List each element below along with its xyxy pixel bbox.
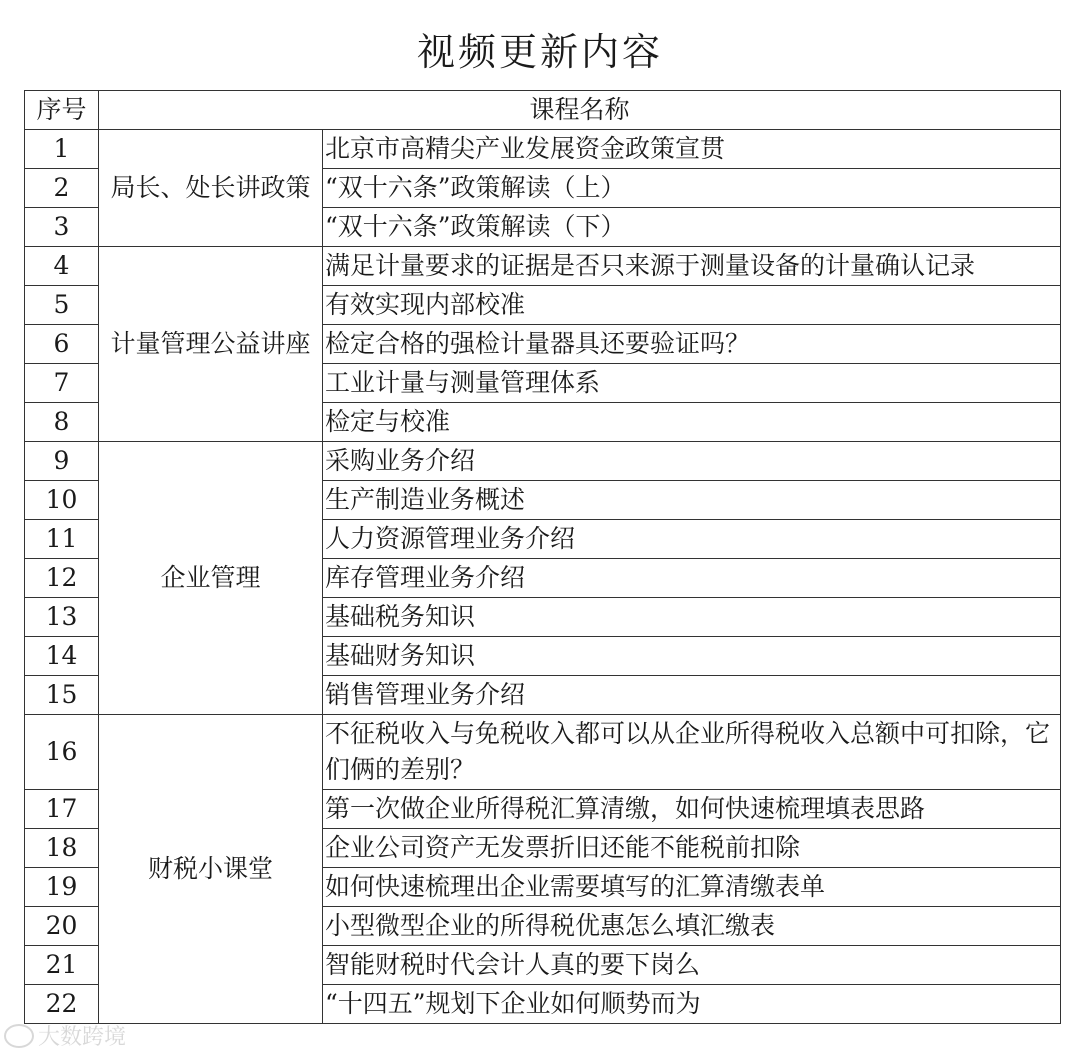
row-number: 4 xyxy=(25,247,99,286)
category-cell: 计量管理公益讲座 xyxy=(99,247,323,442)
header-num: 序号 xyxy=(25,91,99,130)
row-number: 11 xyxy=(25,520,99,559)
course-name: 生产制造业务概述 xyxy=(323,481,1061,520)
course-name: 如何快速梳理出企业需要填写的汇算清缴表单 xyxy=(323,868,1061,907)
course-name: 小型微型企业的所得税优惠怎么填汇缴表 xyxy=(323,907,1061,946)
course-table xyxy=(24,90,1061,1024)
row-number: 16 xyxy=(25,715,99,790)
course-name: 人力资源管理业务介绍 xyxy=(323,520,1061,559)
row-number: 15 xyxy=(25,676,99,715)
table-row xyxy=(25,247,1061,286)
category-cell: 财税小课堂 xyxy=(99,715,323,1024)
course-name: 满足计量要求的证据是否只来源于测量设备的计量确认记录 xyxy=(323,247,1061,286)
row-number: 12 xyxy=(25,559,99,598)
row-number: 10 xyxy=(25,481,99,520)
course-name: 有效实现内部校准 xyxy=(323,286,1061,325)
row-number: 17 xyxy=(25,790,99,829)
watermark xyxy=(4,1020,126,1051)
row-number: 14 xyxy=(25,637,99,676)
course-name: “双十六条”政策解读（下） xyxy=(323,208,1061,247)
course-name: “十四五”规划下企业如何顺势而为 xyxy=(323,985,1061,1024)
table-header-row xyxy=(25,91,1061,130)
row-number: 2 xyxy=(25,169,99,208)
row-number: 5 xyxy=(25,286,99,325)
header-course-name: 课程名称 xyxy=(99,91,1061,130)
course-name: 不征税收入与免税收入都可以从企业所得税收入总额中可扣除，它们俩的差别？ xyxy=(323,715,1061,790)
course-name: 企业公司资产无发票折旧还能不能税前扣除 xyxy=(323,829,1061,868)
course-name: 销售管理业务介绍 xyxy=(323,676,1061,715)
row-number: 6 xyxy=(25,325,99,364)
course-name: 北京市高精尖产业发展资金政策宣贯 xyxy=(323,130,1061,169)
course-name: 采购业务介绍 xyxy=(323,442,1061,481)
row-number: 7 xyxy=(25,364,99,403)
table-row xyxy=(25,130,1061,169)
wechat-logo-icon xyxy=(4,1024,34,1048)
course-name: 智能财税时代会计人真的要下岗么 xyxy=(323,946,1061,985)
table-body xyxy=(25,130,1061,1024)
row-number: 21 xyxy=(25,946,99,985)
row-number: 9 xyxy=(25,442,99,481)
row-number: 13 xyxy=(25,598,99,637)
category-cell: 企业管理 xyxy=(99,442,323,715)
row-number: 1 xyxy=(25,130,99,169)
table-row xyxy=(25,715,1061,790)
watermark-text: 大数跨境 xyxy=(38,1025,127,1050)
course-name: “双十六条”政策解读（上） xyxy=(323,169,1061,208)
course-name: 基础税务知识 xyxy=(323,598,1061,637)
table-row xyxy=(25,442,1061,481)
course-name: 工业计量与测量管理体系 xyxy=(323,364,1061,403)
row-number: 20 xyxy=(25,907,99,946)
course-name: 库存管理业务介绍 xyxy=(323,559,1061,598)
row-number: 3 xyxy=(25,208,99,247)
page-title: 视频更新内容 xyxy=(416,30,663,74)
course-name: 第一次做企业所得税汇算清缴，如何快速梳理填表思路 xyxy=(323,790,1061,829)
row-number: 18 xyxy=(25,829,99,868)
row-number: 19 xyxy=(25,868,99,907)
category-cell: 局长、处长讲政策 xyxy=(99,130,323,247)
row-number: 22 xyxy=(25,985,99,1024)
course-name: 检定与校准 xyxy=(323,403,1061,442)
row-number: 8 xyxy=(25,403,99,442)
course-name: 检定合格的强检计量器具还要验证吗？ xyxy=(323,325,1061,364)
course-name: 基础财务知识 xyxy=(323,637,1061,676)
